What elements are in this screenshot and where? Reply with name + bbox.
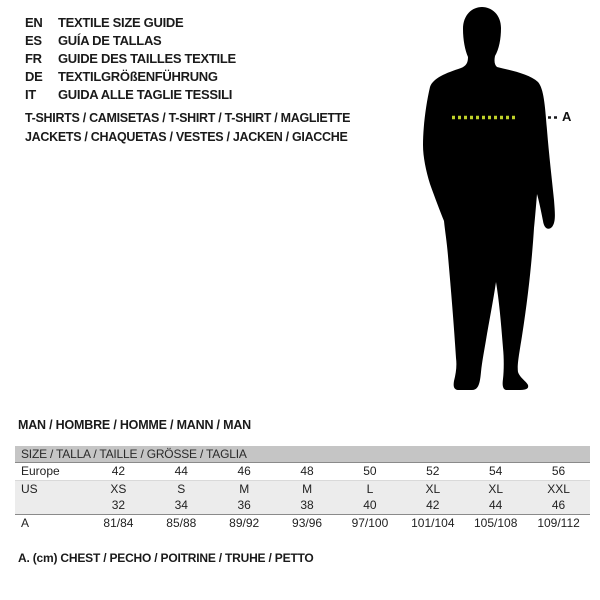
table-cell: 93/96: [292, 516, 323, 530]
language-code: ES: [25, 33, 42, 48]
table-cell: 81/84: [103, 516, 134, 530]
table-cell: 85/88: [166, 516, 197, 530]
table-cell: XL: [488, 482, 504, 496]
category-jackets: JACKETS / CHAQUETAS / VESTES / JACKEN / GIACCHE: [25, 130, 348, 144]
table-cell: 40: [363, 498, 377, 512]
table-row-europe: [15, 463, 590, 480]
garment-categories: [25, 109, 350, 147]
row-label: Europe: [21, 464, 60, 478]
section-title-man: MAN / HOMBRE / HOMME / MANN / MAN: [18, 418, 251, 432]
table-cell: 36: [237, 498, 251, 512]
table-cell: 42: [111, 464, 126, 478]
table-cell: 44: [174, 464, 188, 478]
language-row: [25, 32, 236, 50]
table-cell: M: [302, 482, 313, 496]
table-cell: S: [177, 482, 186, 496]
table-cell: 101/104: [411, 516, 455, 530]
man-silhouette: [423, 7, 555, 390]
table-cell: 54: [489, 464, 503, 478]
language-label: TEXTILE SIZE GUIDE: [58, 15, 184, 30]
table-cell: 97/100: [351, 516, 389, 530]
man-silhouette-figure: [400, 0, 600, 400]
language-code: IT: [25, 87, 36, 102]
language-label: TEXTILGRÖßENFÜHRUNG: [58, 69, 218, 84]
table-row-chest-a: [15, 514, 590, 531]
language-label: GUÍA DE TALLAS: [58, 33, 162, 48]
table-cell: 56: [551, 464, 566, 478]
table-cell: 46: [237, 464, 251, 478]
table-row-us: [15, 480, 590, 497]
table-cell: 105/108: [473, 516, 518, 530]
measure-label-a: A: [562, 109, 572, 124]
table-cell: L: [366, 482, 374, 496]
size-table: [15, 446, 590, 531]
language-code: FR: [25, 51, 42, 66]
table-cell: M: [239, 482, 250, 496]
row-label: US: [21, 482, 38, 496]
row-label: [15, 497, 87, 514]
table-cell: 44: [489, 498, 503, 512]
measurement-footnote: A. (cm) CHEST / PECHO / POITRINE / TRUHE / PETTO: [18, 551, 314, 565]
table-cell: XL: [425, 482, 441, 496]
row-label: A: [21, 516, 30, 530]
language-code: DE: [25, 69, 43, 84]
language-list: [25, 14, 236, 104]
language-row: [25, 68, 236, 86]
table-cell: 46: [551, 498, 566, 512]
table-cell: XS: [110, 482, 127, 496]
size-table-header: SIZE / TALLA / TAILLE / GRÖSSE / TAGLIA: [15, 446, 590, 463]
language-row: [25, 14, 236, 32]
table-cell: 42: [426, 498, 440, 512]
table-cell: 32: [111, 498, 126, 512]
table-cell: 34: [174, 498, 188, 512]
table-cell: 38: [300, 498, 314, 512]
language-code: EN: [25, 15, 43, 30]
table-row-us-numeric: [15, 497, 590, 514]
table-cell: 52: [426, 464, 440, 478]
man-silhouette-svg: [400, 0, 600, 400]
language-label: GUIDA ALLE TAGLIE TESSILI: [58, 87, 233, 102]
category-tshirts: T-SHIRTS / CAMISETAS / T-SHIRT / T-SHIRT / MAGLIETTE: [25, 111, 351, 125]
table-cell: 109/112: [537, 516, 580, 530]
language-label: GUIDE DES TAILLES TEXTILE: [58, 51, 236, 66]
table-cell: 48: [300, 464, 314, 478]
table-cell: XXL: [547, 482, 570, 496]
table-cell: 50: [363, 464, 377, 478]
table-cell: 89/92: [229, 516, 260, 530]
language-row: [25, 50, 236, 68]
language-row: [25, 86, 236, 104]
